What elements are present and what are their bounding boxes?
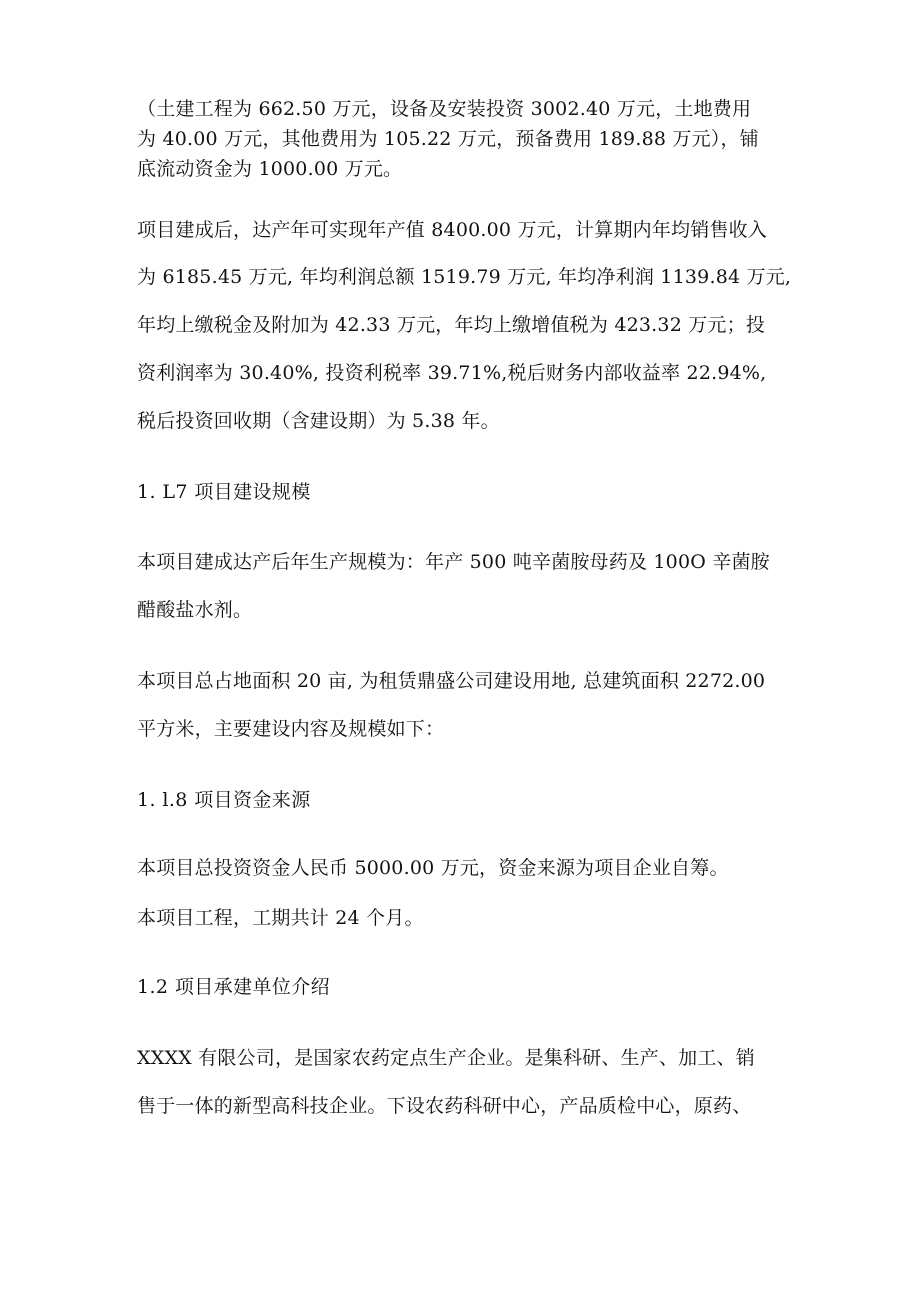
- section-heading-funding: 1. l.8 项目资金来源: [137, 789, 311, 811]
- paragraph-investment-line-2: 为 40.00 万元，其他费用为 105.22 万元，预备费用 189.88 万元），铺: [137, 128, 759, 150]
- paragraph-area-line-2: 平方米，主要建设内容及规模如下：: [137, 718, 445, 740]
- paragraph-investment-line-3: 底流动资金为 1000.00 万元。: [137, 158, 403, 180]
- paragraph-investment-line-1: （土建工程为 662.50 万元，设备及安装投资 3002.40 万元，土地费用: [137, 98, 752, 120]
- paragraph-scale-line-1: 本项目建成达产后年生产规模为：年产 500 吨辛菌胺母药及 100O 辛菌胺: [137, 551, 770, 573]
- paragraph-area-line-1: 本项目总占地面积 20 亩, 为租赁鼎盛公司建设用地, 总建筑面积 2272.00: [137, 670, 766, 692]
- section-heading-scale: 1. L7 项目建设规模: [137, 481, 311, 503]
- paragraph-funding: 本项目总投资资金人民币 5000.00 万元，资金来源为项目企业自筹。: [137, 857, 729, 879]
- paragraph-output-line-2: 为 6185.45 万元, 年均利润总额 1519.79 万元, 年均净利润 1139.84 万元,: [137, 266, 792, 288]
- paragraph-output-line-4: 资利润率为 30.40%, 投资利税率 39.71%,税后财务内部收益率 22.94%,: [137, 362, 767, 384]
- paragraph-output-line-1: 项目建成后，达产年可实现年产值 8400.00 万元，计算期内年均销售收入: [137, 219, 768, 241]
- paragraph-output-line-3: 年均上缴税金及附加为 42.33 万元，年均上缴增值税为 423.32 万元；投: [137, 314, 766, 336]
- paragraph-company-line-2: 售于一体的新型高科技企业。下设农药科研中心，产品质检中心，原药、: [137, 1095, 752, 1117]
- paragraph-company-line-1: XXXX 有限公司，是国家农药定点生产企业。是集科研、生产、加工、销: [137, 1047, 755, 1069]
- paragraph-duration: 本项目工程，工期共计 24 个月。: [137, 907, 424, 929]
- paragraph-scale-line-2: 醋酸盐水剂。: [137, 599, 253, 621]
- paragraph-output-line-5: 税后投资回收期（含建设期）为 5.38 年。: [137, 410, 500, 432]
- section-heading-company: 1.2 项目承建单位介绍: [137, 976, 331, 998]
